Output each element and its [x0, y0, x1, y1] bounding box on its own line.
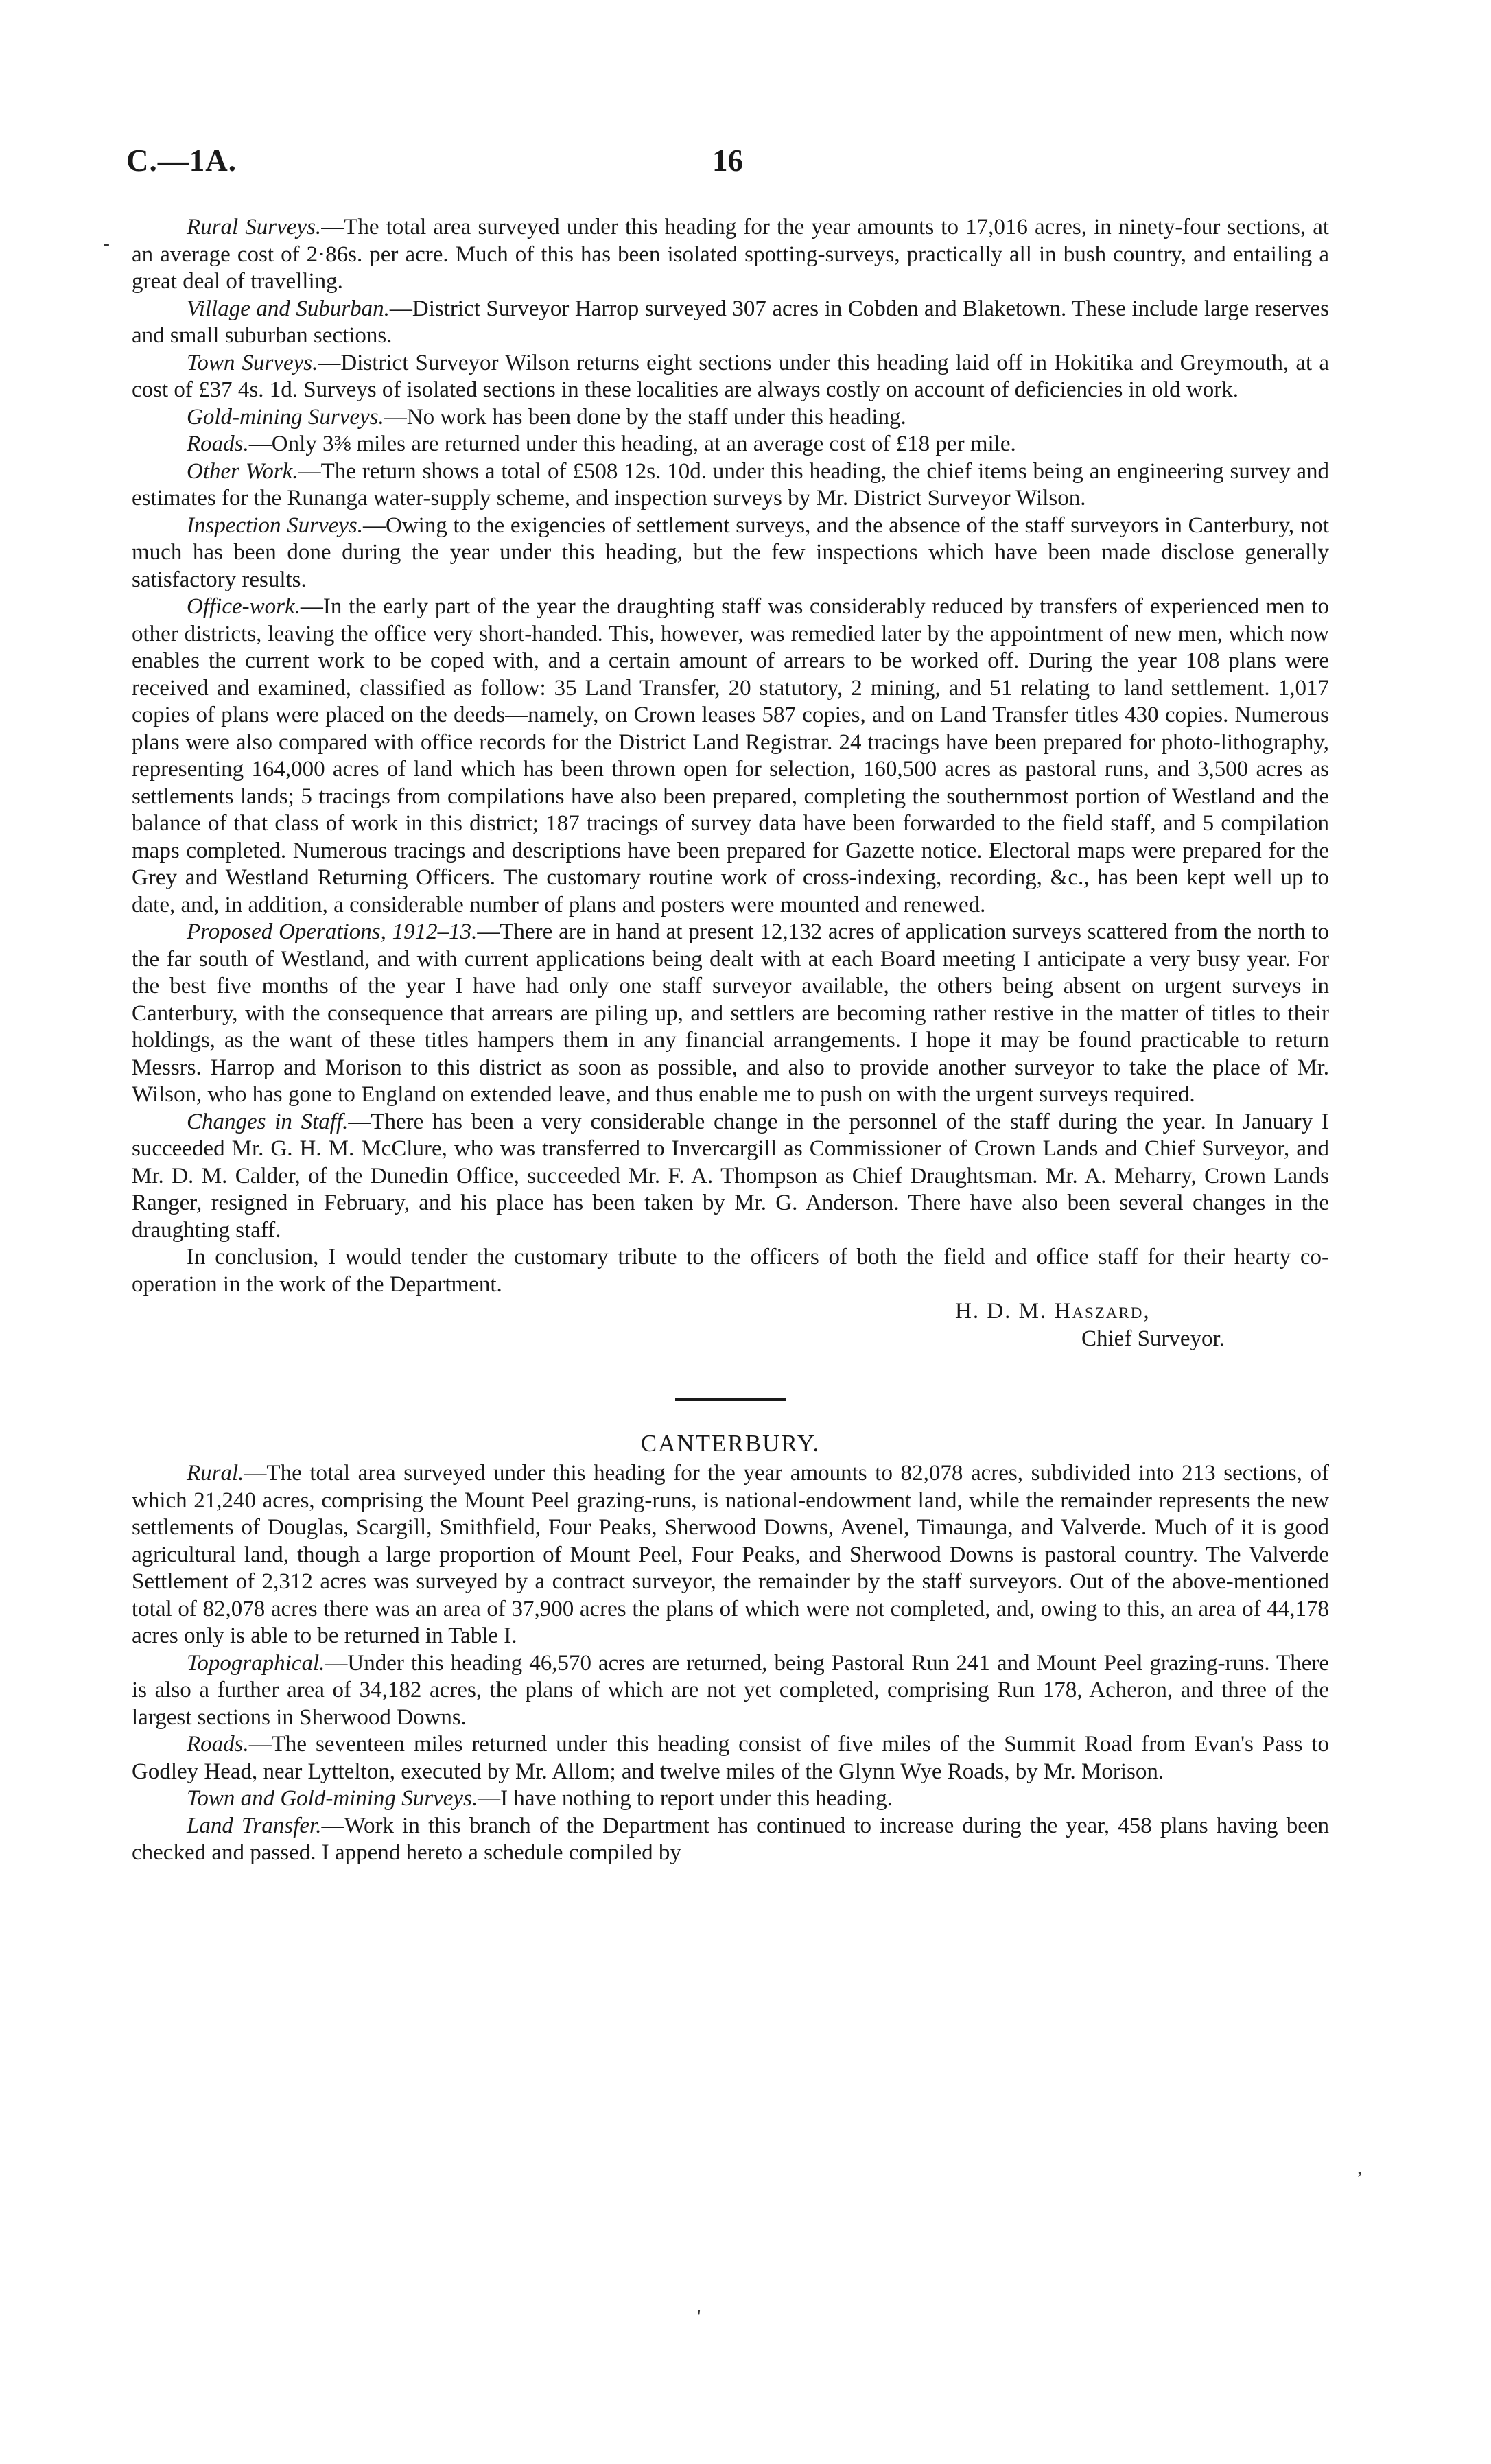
- paragraph-heading: Rural.: [187, 1461, 244, 1486]
- paragraph-text: —I have nothing to report under this heading.: [478, 1786, 893, 1811]
- paragraph-canterbury-land-transfer: [132, 1813, 1329, 1867]
- paragraph-heading: Rural Surveys.: [187, 215, 322, 239]
- page-body: [132, 214, 1329, 1867]
- paragraph-text: —Under this heading 46,570 acres are returned, being Pastoral Run 241 and Mount Peel grazing-runs. There is also a further area of 34,182 acres, the plans of which are not yet completed, comprising Run 178, Acheron, and three of the largest sections in Sherwood Downs.: [132, 1650, 1329, 1730]
- paragraph-inspection-surveys: [132, 513, 1329, 594]
- paragraph-canterbury-roads: [132, 1731, 1329, 1785]
- paragraph-text: —Work in this branch of the Department has continued to increase during the year, 458 plans having been checked and passed. I append hereto a schedule compiled by: [132, 1813, 1329, 1865]
- paragraph-town-surveys: [132, 350, 1329, 404]
- document-reference: C.—1A.: [126, 143, 237, 178]
- paragraph-text: —There has been a very considerable change in the personnel of the staff during the year. In January I succeeded Mr. G. H. M. McClure, who was transferred to Invercargill as Commissioner of Crown Lands and Chief Surveyor, and Mr. D. M. Calder, of the Dunedin Office, succeeded Mr. F. A. Thompson as Chief Draughtsman. Mr. A. Meharry, Crown Lands Ranger, resigned in February, and his place has been taken by Mr. G. Anderson. There have also been several changes in the draughting staff.: [132, 1109, 1329, 1243]
- paragraph-heading: Changes in Staff.: [187, 1109, 349, 1134]
- paragraph-text: —No work has been done by the staff under this heading.: [384, 404, 906, 430]
- signature-block: [132, 1298, 1329, 1352]
- paragraph-changes-in-staff: [132, 1109, 1329, 1245]
- paragraph-canterbury-rural: [132, 1460, 1329, 1650]
- paragraph-text: —District Surveyor Wilson returns eight sections under this heading laid off in Hokitika and Greymouth, at a cost of £37 4s. 1d. Surveys of isolated sections in these localities are always costly on account of deficiencies in old work.: [132, 350, 1329, 402]
- section-divider: [675, 1398, 786, 1401]
- paragraph-heading: Roads.: [187, 1732, 249, 1757]
- paragraph-rural-surveys: [132, 214, 1329, 296]
- paragraph-conclusion: [132, 1244, 1329, 1298]
- paragraph-heading: Office-work.: [187, 594, 301, 619]
- paragraph-roads: [132, 431, 1329, 458]
- paragraph-heading: Gold-mining Surveys.: [187, 404, 384, 430]
- paragraph-heading: Topographical.: [187, 1650, 325, 1676]
- paragraph-text: —The return shows a total of £508 12s. 10d. under this heading, the chief items being an engineering survey and estimates for the Runanga water-supply scheme, and inspection surveys by Mr. District Surveyor Wilson.: [132, 458, 1329, 511]
- margin-mark: ': [697, 2305, 701, 2328]
- paragraph-text: —The total area surveyed under this heading for the year amounts to 82,078 acres, subdivided into 213 sections, of which 21,240 acres, comprising the Mount Peel grazing-runs, is national-endowment land, while the remainder represents the new settlements of Douglas, Scargill, Smithfield, Four Peaks, Sherwood Downs, Avenel, Timaunga, and Valverde. Much of it is good agricultural land, though a large proportion of Mount Peel, Four Peaks, and Sherwood Downs is pastoral country. The Valverde Settlement of 2,312 acres was surveyed by a contract surveyor, the remainder by the staff surveyors. Out of the above-mentioned total of 82,078 acres there was an area of 37,900 acres the plans of which were not completed, and, owing to this, an area of 44,178 acres only is able to be returned in Table I.: [132, 1461, 1329, 1648]
- paragraph-text: —Only 3⅜ miles are returned under this heading, at an average cost of £18 per mile.: [248, 432, 1016, 456]
- paragraph-canterbury-town-gold: [132, 1785, 1329, 1813]
- paragraph-heading: Town and Gold-mining Surveys.: [187, 1786, 478, 1811]
- page-number: 16: [712, 143, 743, 178]
- paragraph-heading: Roads.: [187, 432, 249, 456]
- paragraph-text: —There are in hand at present 12,132 acres of application surveys scattered from the north to the far south of Westland, and with current applications being dealt with at each Board meeting I anticipate a very busy year. For the best five months of the year I have had only one staff surveyor available, the others being absent on urgent surveys in Canterbury, with the consequence that arrears are piling up, and settlers are becoming rather restive in the matter of titles to their holdings, as the want of these titles hampers them in any financial arrangements. I hope it may be found practicable to return Messrs. Harrop and Morison to this district as soon as possible, and also to provide another surveyor to take the place of Mr. Wilson, who has gone to England on extended leave, and thus enable me to push on with the urgent surveys required.: [132, 919, 1329, 1107]
- section-title-canterbury: CANTERBURY.: [640, 1430, 821, 1457]
- margin-mark: -: [103, 232, 110, 255]
- paragraph-heading: Town Surveys.: [187, 350, 318, 375]
- paragraph-text: —The total area surveyed under this heading for the year amounts to 17,016 acres, in ninety-four sections, at an average cost of 2·86s. per acre. Much of this has been isolated spotting-surveys, practically all in bush country, and entailing a great deal of travelling.: [132, 215, 1330, 294]
- paragraph-heading: Proposed Operations, 1912–13.: [187, 919, 478, 944]
- paragraph-village-suburban: [132, 296, 1329, 350]
- paragraph-heading: Land Transfer.: [187, 1813, 322, 1838]
- paragraph-text: —The seventeen miles returned under this heading consist of five miles of the Summit Road from Evan's Pass to Godley Head, near Lyttelton, executed by Mr. Allom; and twelve miles of the Glynn Wye Roads, by Mr. Morison.: [132, 1732, 1329, 1784]
- paragraph-other-work: [132, 458, 1329, 513]
- signature-name: H. D. M. Haszard,: [955, 1299, 1151, 1324]
- paragraph-canterbury-topographical: [132, 1650, 1329, 1732]
- paragraph-text: —In the early part of the year the draughting staff was considerably reduced by transfers of experienced men to other districts, leaving the office very short-handed. This, however, was remedied later by the appointment of new men, which now enables the current work to be coped with, and a certain amount of arrears to be worked off. During the year 108 plans were received and examined, classified as follow: 35 Land Transfer, 20 statutory, 2 mining, and 51 relating to land settlement. 1,017 copies of plans were placed on the deeds—namely, on Crown leases 587 copies, and on Land Transfer titles 430 copies. Numerous plans were also compared with office records for the District Land Registrar. 24 tracings have been prepared for photo-lithography, representing 164,000 acres of land which has been thrown open for selection, 160,500 acres as pastoral runs, and 3,500 acres as settlements lands; 5 tracings from compilations have also been prepared, completing the southernmost portion of Westland and the balance of that class of work in this district; 187 tracings of survey data have been forwarded to the field staff, and 5 compilation maps completed. Numerous tracings and descriptions have been prepared for Gazette notice. Electoral maps were prepared for the Grey and Westland Returning Officers. The customary routine work of cross-indexing, recording, &c., has been kept well up to date, and, in addition, a considerable number of plans and posters were mounted and renewed.: [132, 594, 1329, 917]
- margin-mark: ,: [1357, 2156, 1363, 2179]
- paragraph-proposed-operations: [132, 919, 1329, 1109]
- paragraph-heading: Village and Suburban.: [187, 296, 390, 321]
- page-header: [126, 143, 1359, 184]
- paragraph-office-work: [132, 594, 1329, 919]
- paragraph-text: In conclusion, I would tender the customary tribute to the officers of both the field and office staff for their hearty co-operation in the work of the Department.: [132, 1245, 1329, 1297]
- paragraph-text: —Owing to the exigencies of settlement surveys, and the absence of the staff surveyors in Canterbury, not much has been done during the year under this heading, but the few inspections which have been made disclose generally satisfactory results.: [132, 513, 1329, 592]
- paragraph-heading: Inspection Surveys.: [187, 513, 364, 538]
- signature-title: Chief Surveyor.: [1081, 1326, 1225, 1351]
- paragraph-text: —District Surveyor Harrop surveyed 307 acres in Cobden and Blaketown. These include large reserves and small suburban sections.: [132, 296, 1329, 348]
- paragraph-heading: Other Work.: [187, 458, 298, 484]
- paragraph-gold-mining: [132, 404, 1329, 432]
